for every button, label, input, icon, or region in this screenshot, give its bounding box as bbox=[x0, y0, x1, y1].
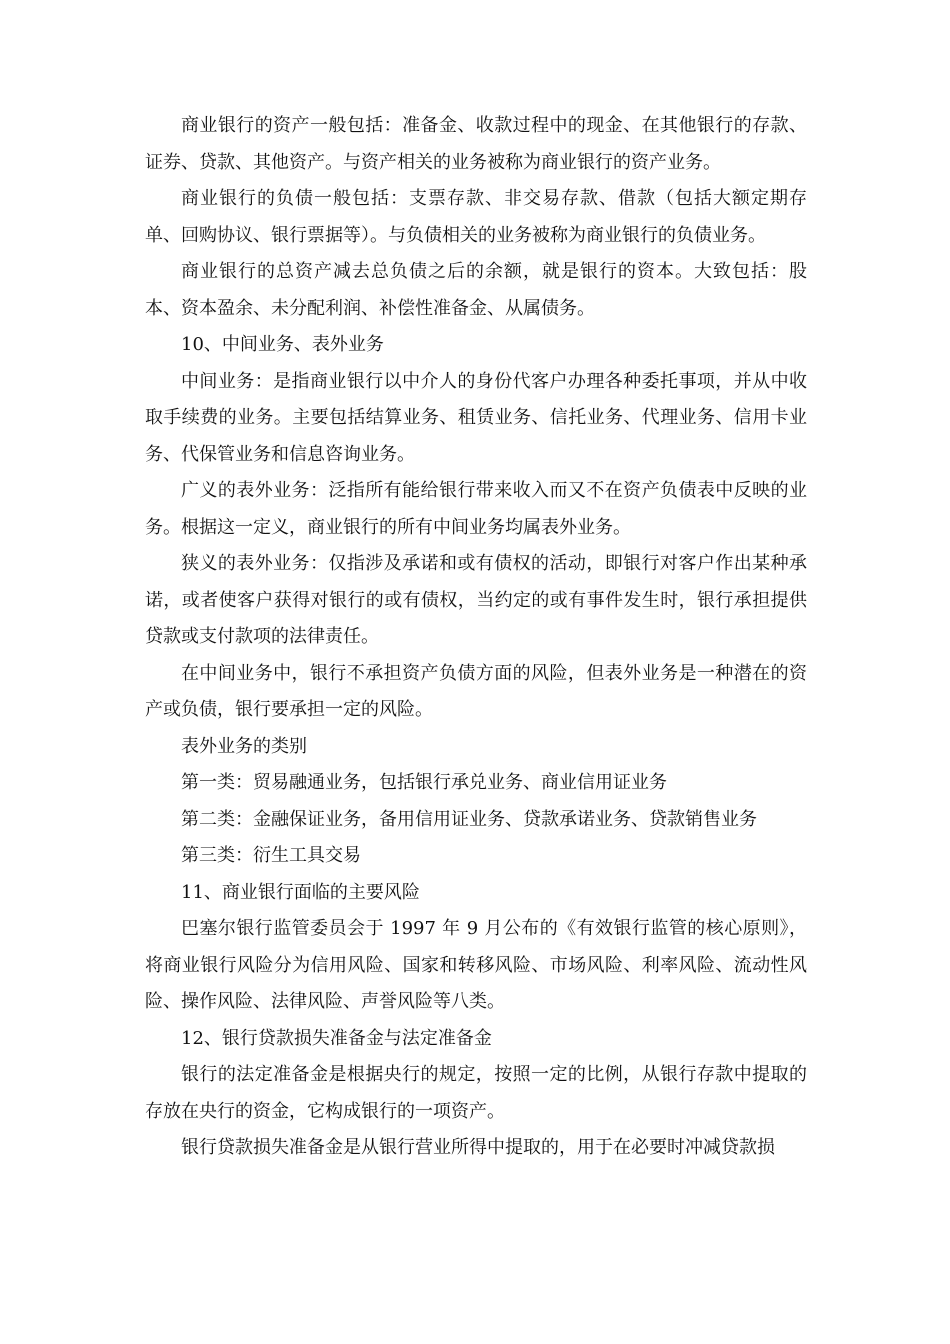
heading-section-11: 11、商业银行面临的主要风险 bbox=[181, 881, 420, 903]
document-body bbox=[145, 108, 807, 1167]
list-item-category-1: 第一类：贸易融通业务，包括银行承兑业务、商业信用证业务 bbox=[181, 772, 667, 793]
list-item-category-2: 第二类：金融保证业务，备用信用证业务、贷款承诺业务、贷款销售业务 bbox=[181, 808, 757, 830]
paragraph-statutory-reserve: 银行的法定准备金是根据央行的规定，按照一定的比例，从银行存款中提取的存放在央行的资金，它构成银行的一项资产。 bbox=[145, 1064, 807, 1122]
list-item-category-3: 第三类：衍生工具交易 bbox=[181, 845, 361, 866]
paragraph-broad-off-balance: 广义的表外业务：泛指所有能给银行带来收入而又不在资产负债表中反映的业务。根据这一定义，商业银行的所有中间业务均属表外业务。 bbox=[145, 480, 807, 538]
paragraph-risk-comparison: 在中间业务中，银行不承担资产负债方面的风险，但表外业务是一种潜在的资产或负债，银行要承担一定的风险。 bbox=[145, 662, 807, 720]
paragraph-capital: 商业银行的总资产减去总负债之后的余额，就是银行的资本。大致包括：股本、资本盈余、未分配利润、补偿性准备金、从属债务。 bbox=[145, 261, 807, 319]
heading-section-12: 12、银行贷款损失准备金与法定准备金 bbox=[181, 1027, 492, 1049]
paragraph-intermediary-business: 中间业务：是指商业银行以中介人的身份代客户办理各种委托事项，并从中收取手续费的业务。主要包括结算业务、租赁业务、信托业务、代理业务、信用卡业务、代保管业务和信息咨询业务。 bbox=[145, 370, 807, 465]
heading-off-balance-categories: 表外业务的类别 bbox=[181, 735, 307, 757]
heading-section-10: 10、中间业务、表外业务 bbox=[181, 334, 384, 355]
paragraph-loan-loss-reserve: 银行贷款损失准备金是从银行营业所得中提取的，用于在必要时冲减贷款损 bbox=[181, 1137, 775, 1158]
paragraph-basel-risks: 巴塞尔银行监管委员会于 1997 年 9 月公布的《有效银行监管的核心原则》，将商业银行风险分为信用风险、国家和转移风险、市场风险、利率风险、流动性风险、操作风险、法律风险、声誉风险等八类。 bbox=[145, 918, 807, 1012]
paragraph-assets: 商业银行的资产一般包括：准备金、收款过程中的现金、在其他银行的存款、证券、贷款、其他资产。与资产相关的业务被称为商业银行的资产业务。 bbox=[145, 115, 807, 173]
paragraph-liabilities: 商业银行的负债一般包括：支票存款、非交易存款、借款（包括大额定期存单、回购协议、银行票据等）。与负债相关的业务被称为商业银行的负债业务。 bbox=[145, 188, 807, 246]
paragraph-narrow-off-balance: 狭义的表外业务：仅指涉及承诺和或有债权的活动，即银行对客户作出某种承诺，或者使客户获得对银行的或有债权，当约定的或有事件发生时，银行承担提供贷款或支付款项的法律责任。 bbox=[145, 553, 807, 647]
